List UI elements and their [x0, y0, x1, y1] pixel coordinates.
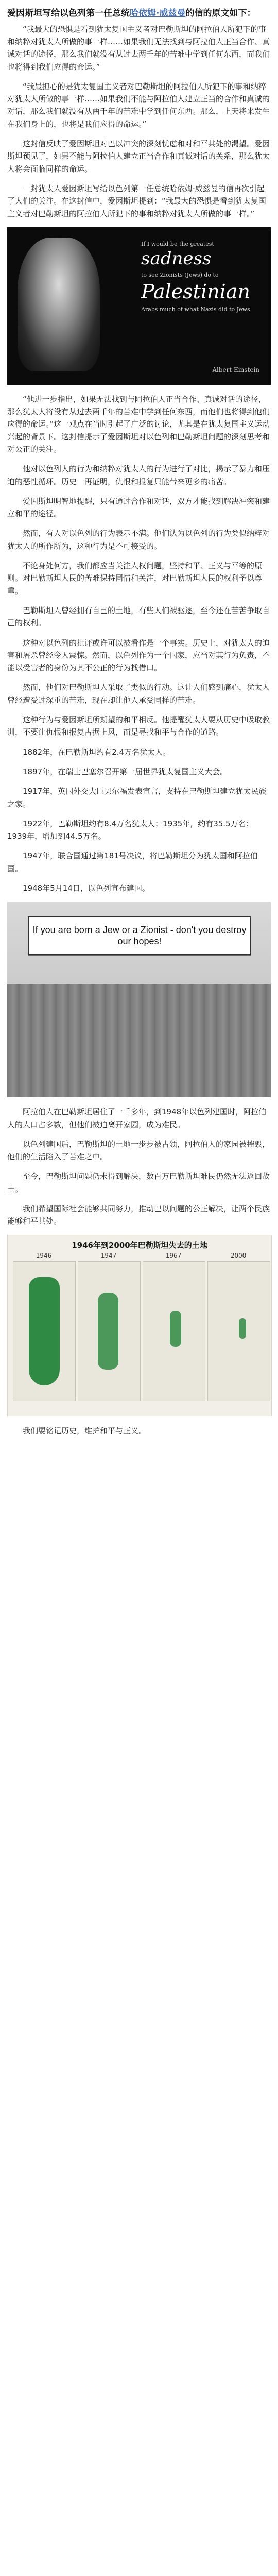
paragraph: “我最担心的是犹太复国主义者对巴勒斯坦的阿拉伯人所犯下的事和纳粹对犹太人所做的事一样……如果我们不能与阿拉伯人建立正当的合作和真诚的对话，那么我们就没有从两千年的苦难中学到任何东西。那么，上天将来发生在我们身上的，也将是我们应得的命运。”	[7, 81, 270, 129]
quote-line-5: Arabs much of what Nazis did to Jews.	[141, 306, 252, 313]
paragraph: 他对以色列人的行为和纳粹对犹太人的行为进行了对比，揭示了暴力和压迫的恶性循环。历史一再证明，仇恨和报复只能带来更多的痛苦。	[7, 464, 270, 486]
palestinian-land	[98, 1293, 118, 1370]
paragraph: 不论身处何方，我们都应当关注人权问题，坚持和平、正义与平等的原则。对巴勒斯坦人民的苦难保持同情和关注，对巴勒斯坦人民的权利予以尊重。	[7, 561, 263, 596]
timeline-item: 1947年，联合国通过第181号决议，将巴勒斯坦分为犹太国和阿拉伯国。	[7, 851, 258, 873]
author-link[interactable]: 哈依姆·威兹曼	[130, 8, 186, 19]
quote-line-2: sadness	[141, 248, 212, 269]
map-1946	[13, 1261, 76, 1401]
article-header	[0, 0, 278, 23]
paragraph: 一封犹太人爱因斯坦写给以色列第一任总统哈依姆·威兹曼的信再次引起了人们的关注。在这封信中，爱因斯坦提到：“我最大的恐惧是看到犹太复国主义者对巴勒斯坦的阿拉伯人所犯下的事和纳粹对犹太人所做的事一样。”	[7, 183, 266, 218]
land-loss-maps	[7, 1235, 272, 1416]
paragraph: 这种行为与爱因斯坦所期望的和平相反。他提醒犹太人要从历史中吸取教训，不要让仇恨和报复占据上风，而是寻找和平与合作的道路。	[7, 715, 270, 737]
paragraph: 巴勒斯坦人曾经拥有自己的土地，有些人们被驱逐，至今还在苦苦争取自己的权利。	[7, 605, 270, 628]
paragraph: 我们希望国际社会能够共同努力，推动巴以问题的公正解决，让两个民族能够和平共处。	[7, 1204, 270, 1226]
paragraph: 这封信反映了爱因斯坦对巴以冲突的深刻忧虑和对和平共处的渴望。爱因斯坦预见了，如果不能与阿拉伯人建立正当合作和真诚对话的关系，那么犹太人将会面临同样的命运。	[7, 139, 270, 174]
map-1947	[78, 1261, 141, 1401]
map-year: 1967	[165, 1251, 182, 1259]
paragraph: 以色列建国后，巴勒斯坦的土地一步步被占领，阿拉伯人的家园被摧毁，他们的生活陷入了苦难之中。	[7, 1139, 270, 1162]
einstein-quote-image	[7, 227, 271, 385]
paragraph: 这种对以色列的批评或许可以被看作是一个事实。历史上，对犹太人的迫害和屠杀曾经令人震惊。然而，以色列作为一个国家，应当对其行为负责，不能以受害者的身份为其不公正的行为找借口。	[7, 638, 270, 673]
quote-signature: Albert Einstein	[212, 366, 259, 374]
paragraph: 然而，有人对以色列的行为表示不满。他们认为以色列的行为类似纳粹对犹太人的所作所为，这种行为是不可接受的。	[7, 529, 270, 551]
quote-text	[141, 241, 259, 313]
article-title	[7, 7, 271, 20]
palestinian-land	[170, 1311, 181, 1347]
paragraph: 阿拉伯人在巴勒斯坦居住了一千多年，到1948年以色列建国时，阿拉伯人的人口占多数，但他们被迫离开家园，成为难民。	[7, 1107, 267, 1129]
timeline-item: 1897年，在瑞士巴塞尔召开第一届世界犹太复国主义大会。	[23, 767, 228, 776]
protest-sign: If you are born a Jew or a Zionist - don't you destroy our hopes!	[28, 916, 251, 955]
title-tail: 的信的原文如下：	[185, 8, 256, 19]
article-content	[0, 23, 278, 1437]
paragraph: 然而，他们对巴勒斯坦人采取了类似的行动。这让人们感到痛心，犹太人曾经遭受过深重的苦难，现在却让他人承受同样的苦难。	[7, 683, 270, 705]
map-2000	[207, 1261, 270, 1401]
map-year: 2000	[230, 1251, 247, 1259]
timeline-item: 1917年，英国外交大臣贝尔福发表宣言，支持在巴勒斯坦建立犹太民族之家。	[7, 787, 267, 809]
timeline-item: 1882年，在巴勒斯坦约有2.4万名犹太人。	[23, 747, 171, 757]
protest-image	[7, 902, 271, 1097]
maps-image	[7, 1235, 271, 1416]
map-1967	[143, 1261, 205, 1401]
timeline-item: 1922年，巴勒斯坦约有8.4万名犹太人；1935年，约有35.5万名；1939年，增加到44.5万名。	[7, 819, 254, 841]
paragraph: 至今，巴勒斯坦问题仍未得到解决，数百万巴勒斯坦难民仍然无法返回故土。	[7, 1172, 270, 1194]
title-main: 爱因斯坦写给以色列第一任总统	[7, 8, 130, 19]
quote-line-1: If I would be the greatest	[141, 240, 214, 247]
quote-line-3: to see Zionists (Jews) do to	[141, 272, 219, 279]
map-year: 1947	[100, 1251, 117, 1259]
paragraph: “我最大的恐惧是看到犹太复国主义者对巴勒斯坦的阿拉伯人所犯下的事和纳粹对犹太人所做的事一样……如果我们无法找到与阿拉伯人正当合作、真诚对话的途径，那么我们就没有从过去两千年的苦难中学到任何东西，而我们也将得到我们应得的命运。”	[7, 24, 270, 72]
map-year: 1946	[36, 1251, 52, 1259]
maps-title: 1946年到2000年巴勒斯坦失去的土地	[72, 1240, 207, 1250]
paragraph: 爱因斯坦明智地提醒，只有通过合作和对话，双方才能找到解决冲突和建立和平的途径。	[7, 496, 270, 519]
protest-crowd	[7, 984, 271, 1097]
einstein-portrait	[18, 238, 100, 371]
palestinian-land	[29, 1277, 60, 1385]
quote-line-4: Palestinian	[141, 280, 250, 303]
einstein-photo	[7, 227, 271, 385]
timeline-item: 1948年5月14日，以色列宣布建国。	[23, 884, 150, 893]
paragraph: 我们要铭记历史，维护和平与正义。	[23, 1426, 147, 1435]
palestinian-land	[239, 1318, 246, 1339]
protest-photo	[7, 902, 271, 1097]
paragraph: “他进一步指出，如果无法找到与阿拉伯人正当合作、真诚对话的途径，那么犹太人将没有从过去两千年的苦难中学到任何东西，而他们也将得到他们应得的命运。”这一观点在当时引起了广泛的讨论，尤其是在犹太复国主义运动兴起的背景下。这封信提示了爱因斯坦对以色列和巴勒斯坦问题的深刻思考和对公正的关注。	[7, 394, 270, 454]
